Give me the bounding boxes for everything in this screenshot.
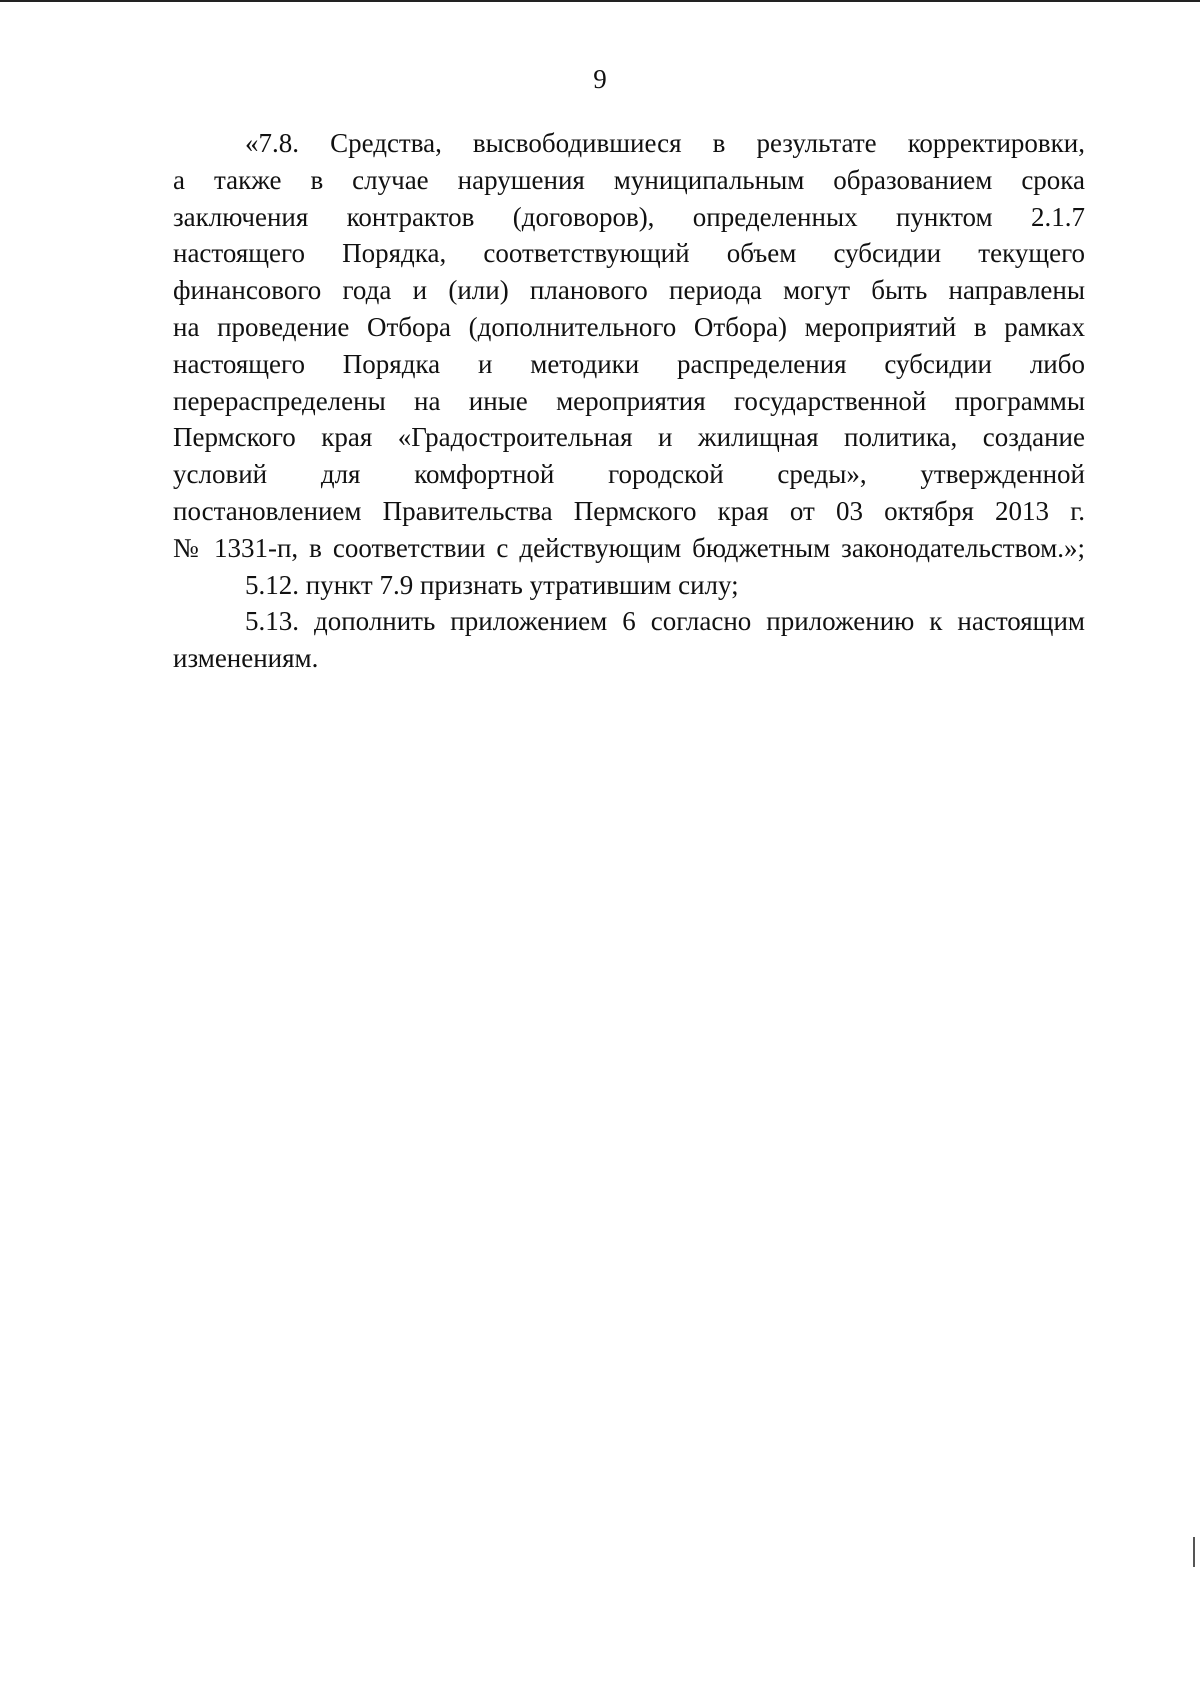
text-line: финансового года и (или) планового периода могут быть направлены	[173, 275, 1085, 306]
scan-edge-mark	[1193, 1537, 1195, 1567]
page-number: 9	[593, 64, 607, 94]
text-line: изменениям.	[173, 643, 319, 674]
text-line: постановлением Правительства Пермского края от 03 октября 2013 г.	[173, 495, 1085, 526]
paragraph-5-12	[173, 567, 1085, 604]
text-line: на проведение Отбора (дополнительного Отбора) мероприятий в рамках	[173, 311, 1085, 342]
text-line: 5.12. пункт 7.9 признать утратившим силу;	[245, 569, 739, 600]
text-line: настоящего Порядка, соответствующий объем субсидии текущего	[173, 238, 1085, 269]
text-line: заключения контрактов (договоров), определенных пунктом 2.1.7	[173, 201, 1085, 232]
text-line: Пермского края «Градостроительная и жилищная политика, создание	[173, 422, 1085, 453]
paragraph-7-8	[173, 125, 1085, 567]
text-line: 5.13. дополнить приложением 6 согласно приложению к настоящим	[245, 606, 1085, 637]
text-line: условий для комфортной городской среды», утвержденной	[173, 459, 1085, 490]
paragraph-5-13	[173, 603, 1085, 677]
text-line: № 1331-п, в соответствии с действующим бюджетным законодательством.»;	[173, 532, 1085, 563]
text-line: а также в случае нарушения муниципальным образованием срока	[173, 164, 1085, 195]
text-line: настоящего Порядка и методики распределения субсидии либо	[173, 348, 1085, 379]
document-body	[173, 125, 1085, 677]
text-line: «7.8. Средства, высвободившиеся в результате корректировки,	[245, 128, 1085, 158]
text-line: перераспределены на иные мероприятия государственной программы	[173, 385, 1085, 416]
